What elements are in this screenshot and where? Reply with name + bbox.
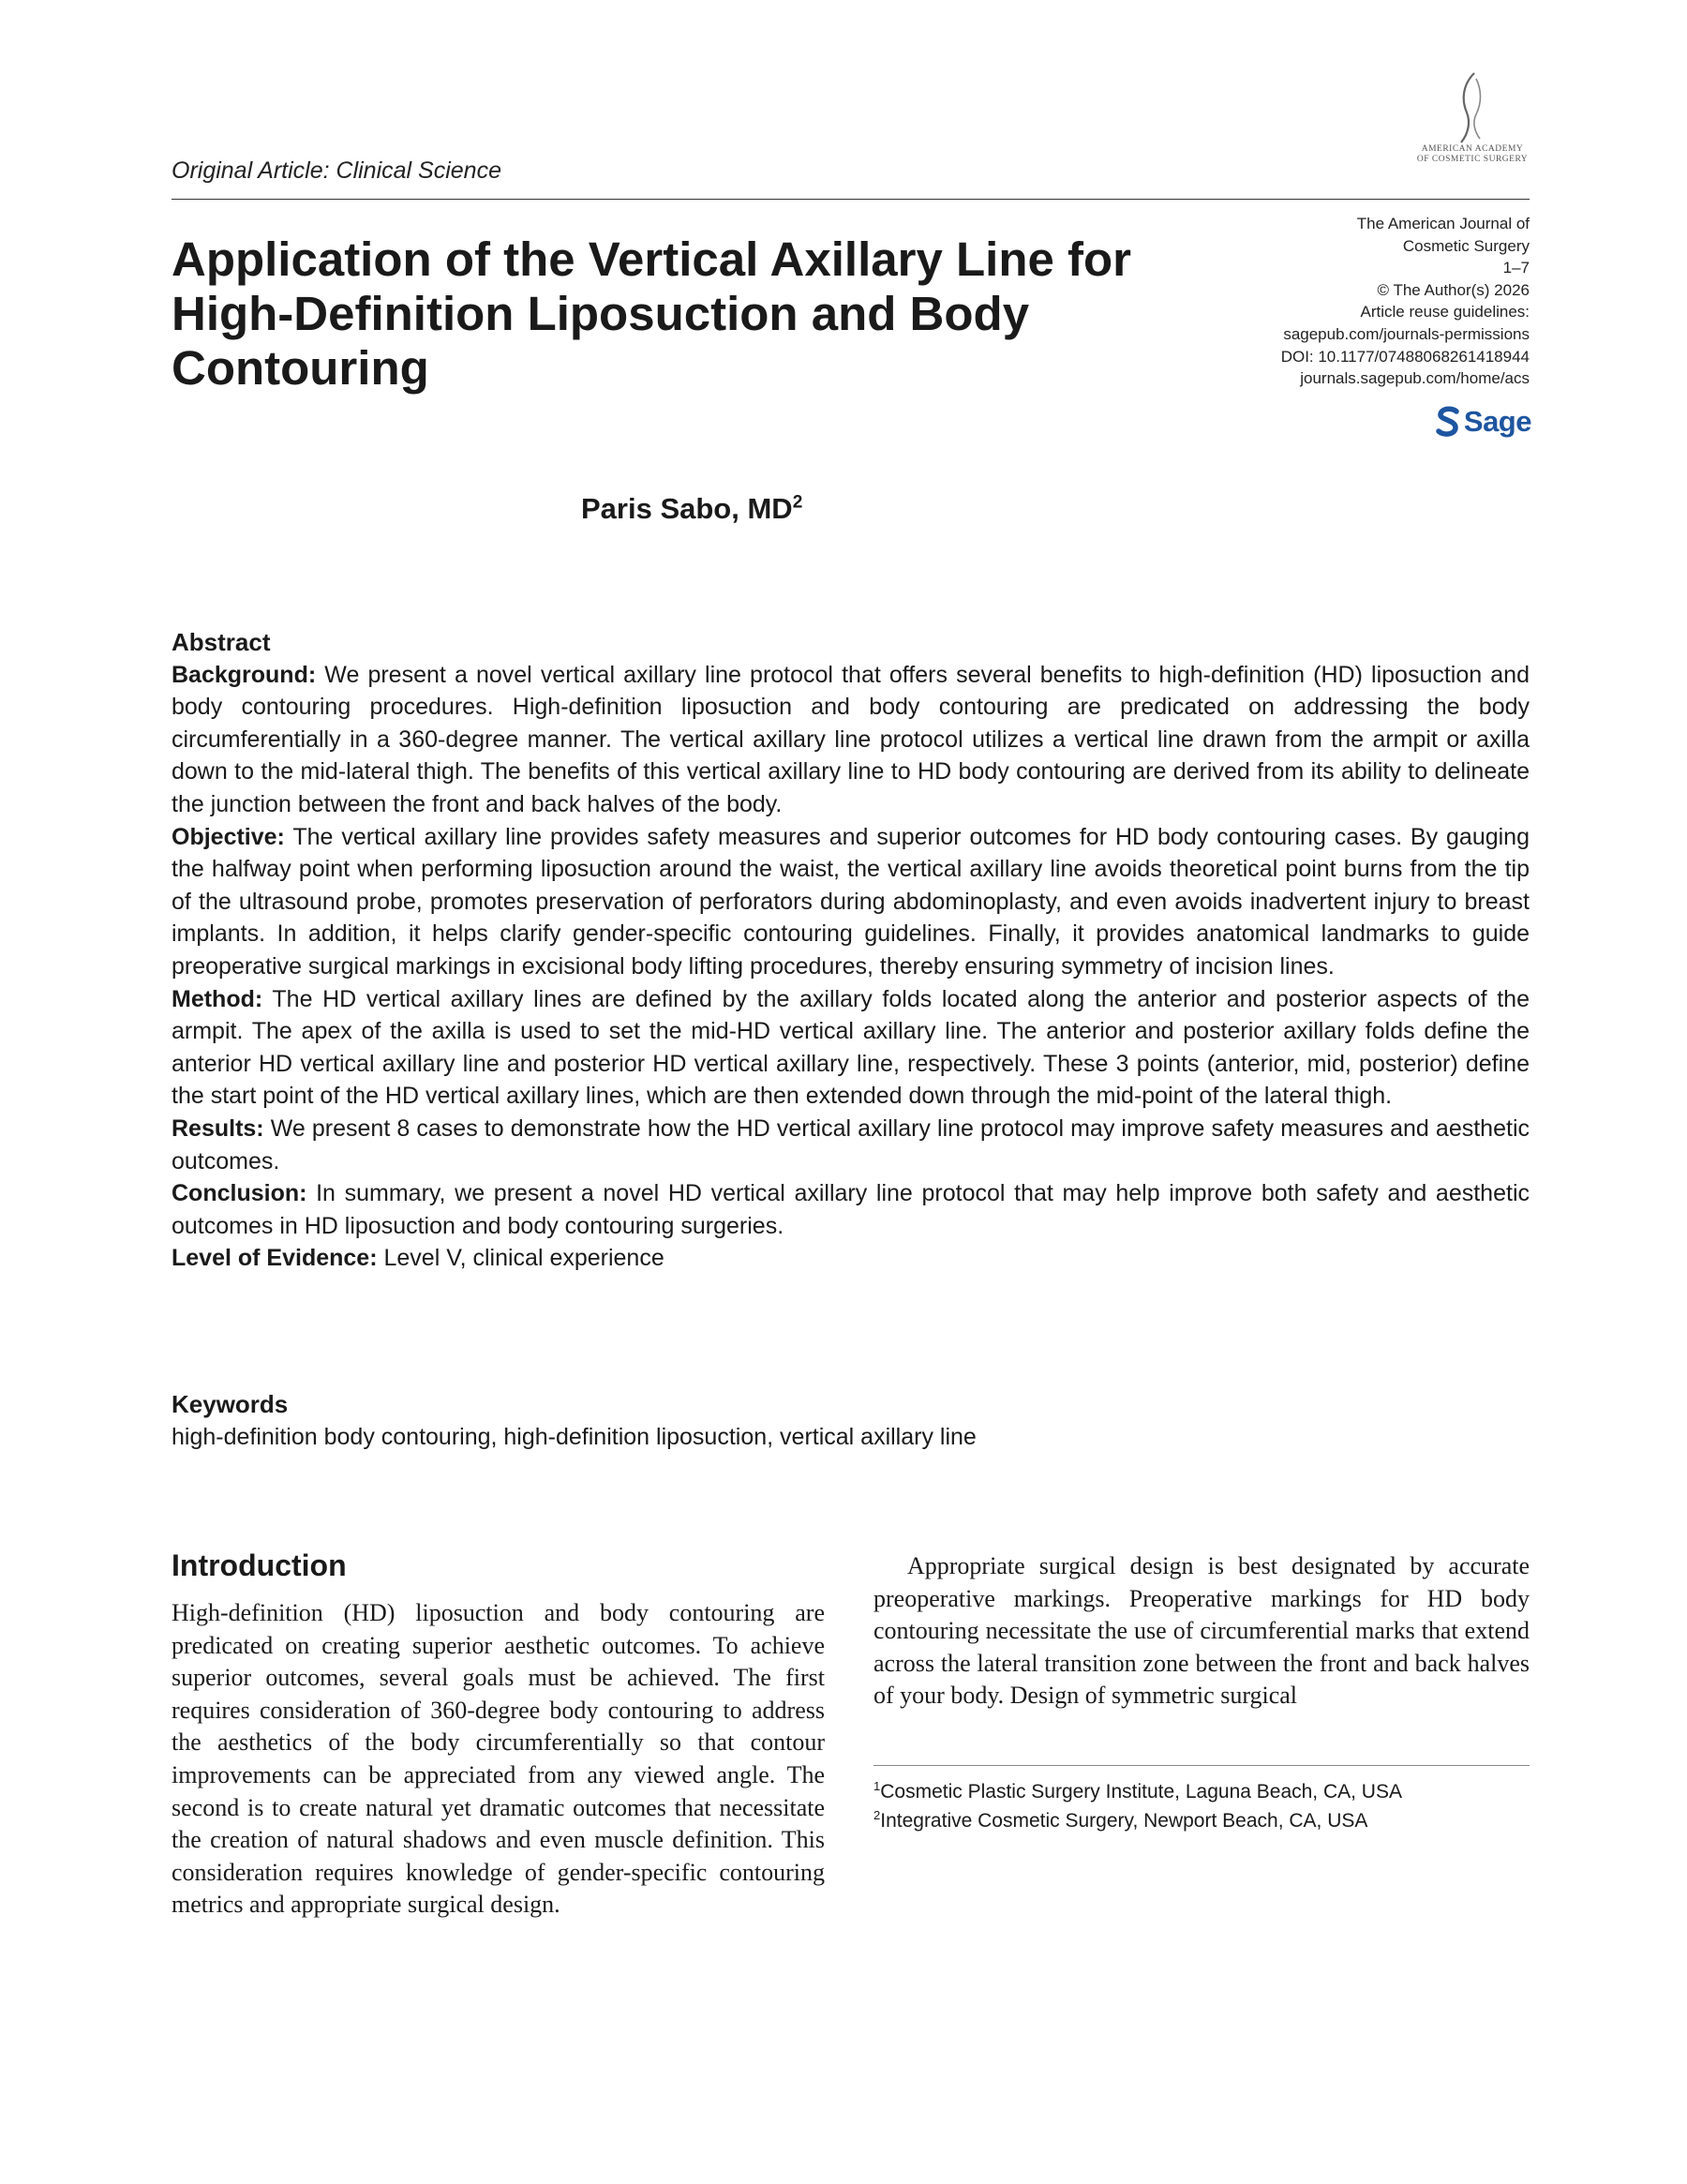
- aacs-logo-text-line1: AMERICAN ACADEMY: [1421, 144, 1524, 154]
- sage-s-icon: [1436, 406, 1460, 438]
- results-text: We present 8 cases to demonstrate how the HD vertical axillary line protocol may improve safety measures and aesthetic outcomes.: [172, 1114, 1530, 1174]
- background-label: Background:: [172, 661, 317, 688]
- page-range: 1–7: [1502, 259, 1530, 277]
- copyright: © The Author(s) 2026: [1377, 280, 1530, 299]
- method-label: Method:: [172, 985, 263, 1012]
- evidence-label: Level of Evidence:: [172, 1245, 378, 1272]
- abstract-section: [172, 626, 1530, 1275]
- footnote-1: [873, 1778, 1530, 1807]
- journal-home-link[interactable]: journals.sagepub.com/home/acs: [1300, 369, 1530, 388]
- keywords-list: high-definition body contouring, high-definition liposuction, vertical axillary line: [172, 1423, 977, 1450]
- aacs-logo-text-line2: OF COSMETIC SURGERY: [1416, 155, 1529, 164]
- introduction-heading: Introduction: [172, 1548, 347, 1582]
- footnote-2-mark: 2: [873, 1807, 881, 1822]
- right-column-paragraph: Appropriate surgical design is best designated by accurate preoperative markings. Preoperative markings for HD body contouring necessitate the use of circumferential marks that extend across the lateral transition zone between the front and back halves of your body. Design of symmetric surgical: [873, 1552, 1530, 1710]
- article-title: Application of the Vertical Axillary Line for High-Definition Liposuction and Body Contouring: [172, 232, 1131, 395]
- aacs-logo: [1413, 71, 1531, 184]
- journal-name-line2: Cosmetic Surgery: [1402, 236, 1530, 255]
- abstract-conclusion: [172, 1177, 1530, 1242]
- author-name: Paris Sabo, MD: [581, 492, 793, 525]
- author-affiliation-mark: 2: [792, 492, 803, 513]
- method-text: The HD vertical axillary lines are defined by the axillary folds located along the anterior and posterior aspects of the armpit. The apex of the axilla is used to set the mid-HD vertical axillary line. The anterior and posterior axillary folds define the anterior HD vertical axillary line and posterior HD vertical axillary line, respectively. These 3 points (anterior, mid, posterior) define the start point of the HD vertical axillary lines, which are then extended down through the mid-point of the lateral thigh.: [172, 985, 1530, 1110]
- aacs-flame-icon: [1454, 71, 1491, 144]
- conclusion-text: In summary, we present a novel HD vertical axillary line protocol that may help improve both safety and aesthetic outcomes in HD liposuction and body contouring surgeries.: [172, 1180, 1530, 1239]
- reuse-label: Article reuse guidelines:: [1360, 303, 1530, 322]
- abstract-results: [172, 1113, 1530, 1177]
- footnote-divider: [873, 1765, 1530, 1766]
- objective-text: The vertical axillary line provides safety measures and superior outcomes for HD body contouring cases. By gauging the halfway point when performing liposuction around the waist, the vertical axillary line avoids theoretical point burns from the tip of the ultrasound probe, promotes preservation of perforators during abdominoplasty, and even avoids inadvertent injury to breast implants. In addition, it helps clarify gender-specific contouring guidelines. Finally, it provides anatomical landmarks to guide preoperative surgical markings in excisional body lifting procedures, thereby ensuring symmetry of incision lines.: [172, 823, 1530, 980]
- keywords-heading: Keywords: [172, 1390, 289, 1418]
- objective-label: Objective:: [172, 823, 285, 850]
- footnote-1-mark: 1: [873, 1779, 881, 1793]
- abstract-evidence: [172, 1242, 1530, 1275]
- evidence-text: Level V, clinical experience: [383, 1245, 664, 1272]
- affiliation-footnotes: [873, 1778, 1530, 1835]
- journal-meta: [1172, 213, 1530, 390]
- permissions-link[interactable]: sagepub.com/journals-permissions: [1283, 324, 1530, 343]
- sage-wordmark: Sage: [1463, 405, 1531, 438]
- header-divider: [172, 199, 1530, 200]
- background-text: We present a novel vertical axillary line protocol that offers several benefits to high-definition (HD) liposuction and body contouring procedures. High-definition liposuction and body contouring are predicated on addressing the body circumferentially in a 360-degree manner. The vertical axillary line protocol utilizes a vertical line drawn from the armpit or axilla down to the mid-lateral thigh. The benefits of this vertical axillary line to HD body contouring are derived from its ability to delineate the junction between the front and back halves of the body.: [172, 661, 1530, 817]
- footnote-2-text: Integrative Cosmetic Surgery, Newport Beach, CA, USA: [880, 1809, 1368, 1832]
- section-label: Original Article: Clinical Science: [172, 157, 501, 184]
- doi[interactable]: DOI: 10.1177/07488068261418944: [1280, 347, 1530, 366]
- results-label: Results:: [172, 1114, 264, 1142]
- keywords-section: [172, 1388, 1530, 1453]
- abstract-heading: Abstract: [172, 628, 271, 656]
- footnote-2: [873, 1807, 1530, 1836]
- journal-name-line1: The American Journal of: [1356, 215, 1530, 232]
- introduction-paragraph: High-definition (HD) liposuction and body contouring are predicated on creating superior aesthetic outcomes. To achieve superior outcomes, several goals must be achieved. The first requires consideration of 360-degree body contouring to address the aesthetics of the body circumferentially so that contour improvements can be appreciated from any viewed angle. The second is to create natural yet dramatic outcomes that necessitate the creation of natural shadows and even muscle definition. This consideration requires knowledge of gender-specific contouring metrics and appropriate surgical design.: [172, 1599, 825, 1919]
- sage-logo: [1432, 403, 1531, 441]
- abstract-objective: [172, 821, 1530, 983]
- conclusion-label: Conclusion:: [172, 1180, 307, 1207]
- author-line: [581, 492, 802, 526]
- abstract-background: [172, 659, 1530, 821]
- footnote-1-text: Cosmetic Plastic Surgery Institute, Laguna Beach, CA, USA: [880, 1781, 1402, 1803]
- abstract-method: [172, 983, 1530, 1113]
